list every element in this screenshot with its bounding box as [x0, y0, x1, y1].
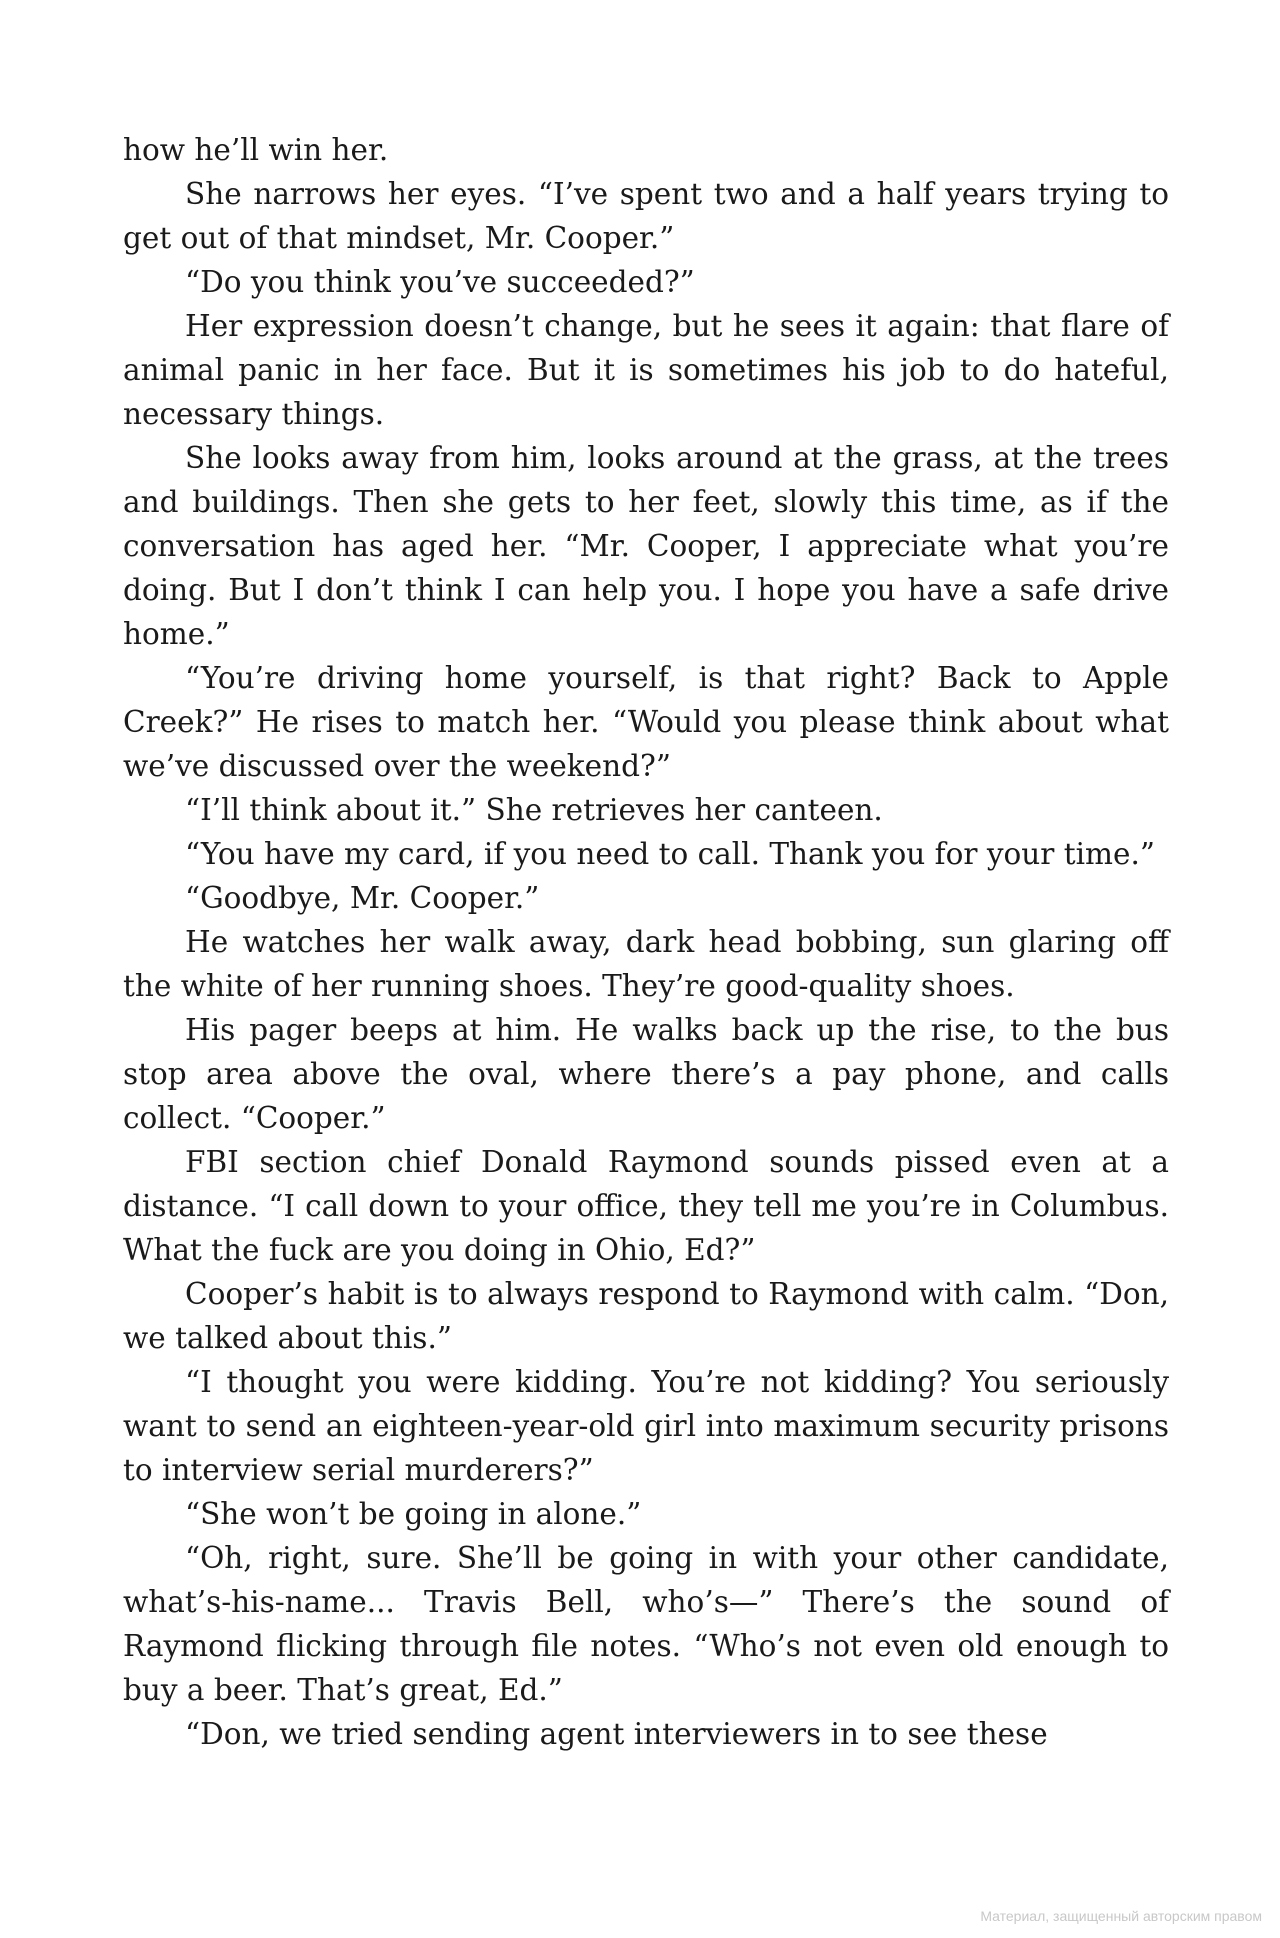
paragraph: She looks away from him, looks around at the grass, at the trees and buildings. Then she gets to her feet, slowly this time, as if the conversation has aged her. “Mr. Cooper, I appreciate what you’re doing. But I don’t think I can help you. I hope you have a safe drive home.”	[123, 441, 1169, 651]
paragraph: “I’ll think about it.” She retrieves her canteen.	[185, 793, 883, 827]
copyright-watermark: Материал, защищенный авторским правом	[980, 1908, 1262, 1924]
paragraph: “Oh, right, sure. She’ll be going in with your other candidate, what’s-his-name... Travis Bell, who’s—” There’s the sound of Raymond flicking through file notes. “Who’s not even old enough to buy a beer. That’s great, Ed.”	[123, 1541, 1169, 1707]
paragraph-continuation: how he’ll win her.	[123, 133, 389, 167]
paragraph: FBI section chief Donald Raymond sounds pissed even at a distance. “I call down to your office, they tell me you’re in Columbus. What the fuck are you doing in Ohio, Ed?”	[123, 1145, 1169, 1267]
paragraph: “Goodbye, Mr. Cooper.”	[185, 881, 540, 915]
paragraph: “She won’t be going in alone.”	[185, 1497, 642, 1531]
paragraph: He watches her walk away, dark head bobbing, sun glaring off the white of her running shoes. They’re good-quality shoes.	[123, 925, 1169, 1003]
paragraph: “You have my card, if you need to call. Thank you for your time.”	[185, 837, 1155, 871]
paragraph: “Do you think you’ve succeeded?”	[185, 265, 695, 299]
paragraph: “You’re driving home yourself, is that right? Back to Apple Creek?” He rises to match her. “Would you please think about what we’ve discussed over the weekend?”	[123, 661, 1169, 783]
book-page-body	[123, 128, 1169, 1756]
paragraph: “I thought you were kidding. You’re not kidding? You seriously want to send an eighteen-year-old girl into maximum security prisons to interview serial murderers?”	[123, 1365, 1169, 1487]
paragraph: Her expression doesn’t change, but he sees it again: that flare of animal panic in her face. But it is sometimes his job to do hateful, necessary things.	[123, 309, 1169, 431]
paragraph: “Don, we tried sending agent interviewers in to see these	[185, 1717, 1048, 1751]
paragraph: Cooper’s habit is to always respond to Raymond with calm. “Don, we talked about this.”	[123, 1277, 1169, 1355]
paragraph: His pager beeps at him. He walks back up the rise, to the bus stop area above the oval, where there’s a pay phone, and calls collect. “Cooper.”	[123, 1013, 1169, 1135]
paragraph: She narrows her eyes. “I’ve spent two and a half years trying to get out of that mindset, Mr. Cooper.”	[123, 177, 1169, 255]
